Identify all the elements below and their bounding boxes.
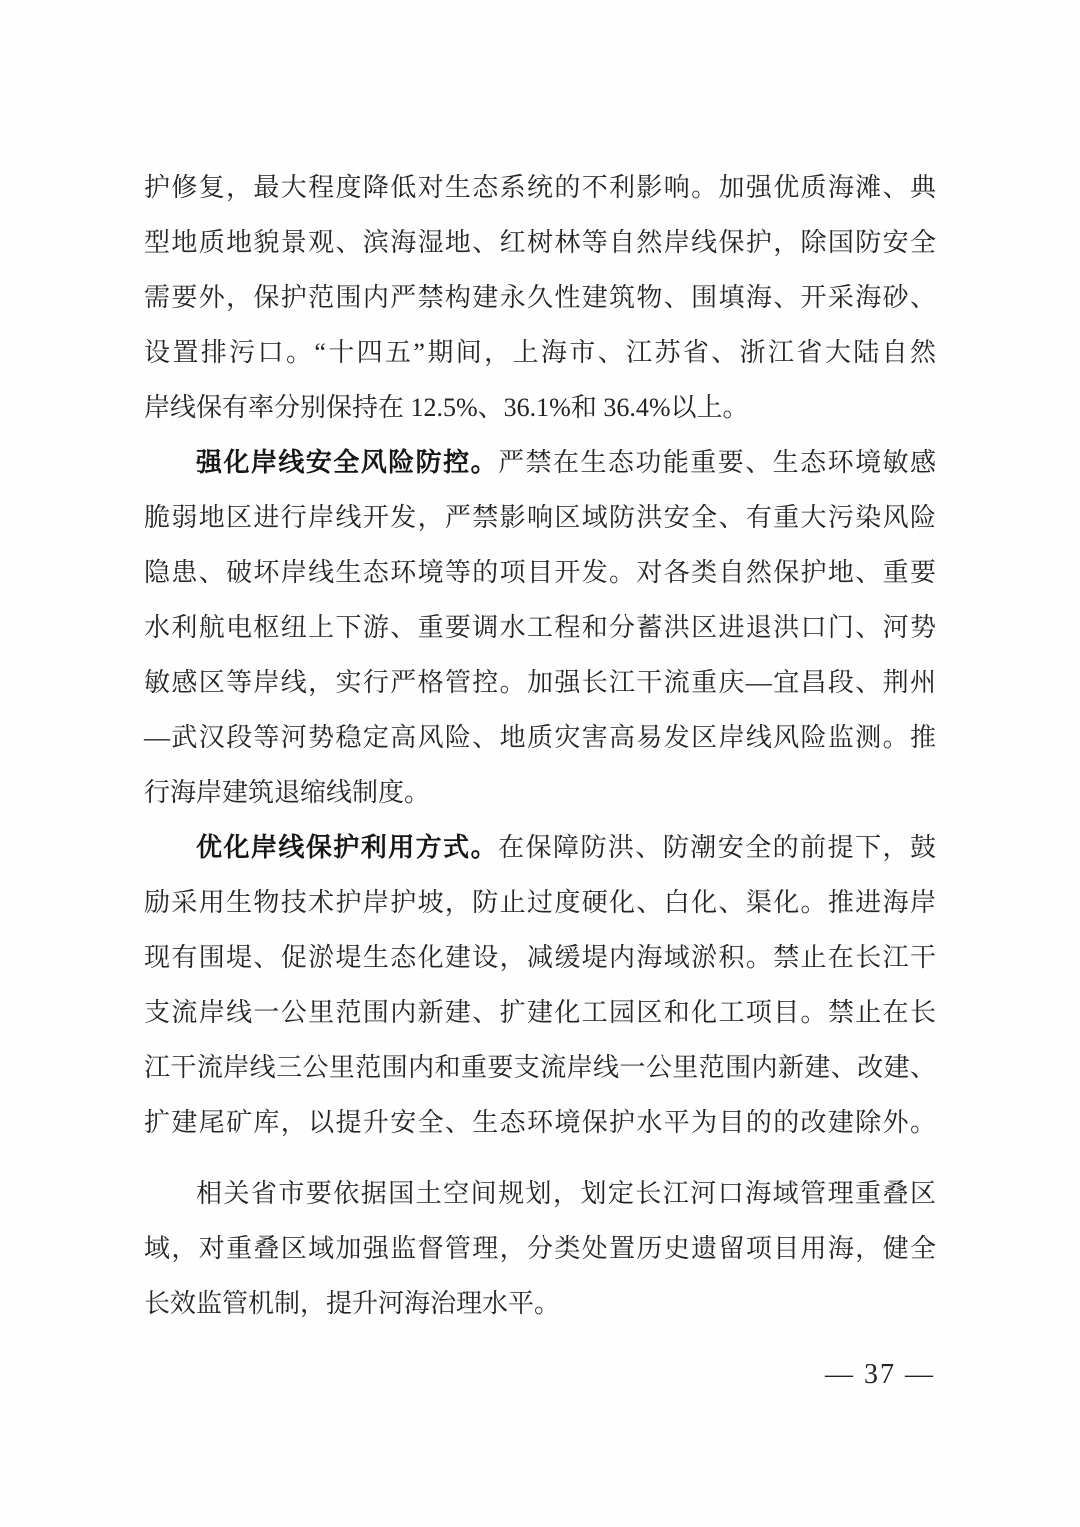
paragraph-lead-text: 强化岸线安全风险防控。 xyxy=(196,448,499,477)
text-line xyxy=(144,325,936,380)
paragraph-text: 需要外，保护范围内严禁构建永久性建筑物、围填海、开采海砂、 xyxy=(144,283,936,312)
text-line xyxy=(144,380,936,435)
text-line xyxy=(144,600,936,655)
paragraph-text: 长效监管机制，提升河海治理水平。 xyxy=(144,1289,561,1318)
text-line xyxy=(144,1095,936,1150)
document-body xyxy=(144,160,936,1331)
paragraph-text: 行海岸建筑退缩线制度。 xyxy=(144,778,431,807)
text-line xyxy=(144,655,936,710)
paragraph-text: 水利航电枢纽上下游、重要调水工程和分蓄洪区进退洪口门、河势 xyxy=(144,613,936,642)
text-line xyxy=(144,875,936,930)
paragraph-text: —武汉段等河势稳定高风险、地质灾害高易发区岸线风险监测。推 xyxy=(144,723,936,752)
paragraph-text: 岸线保有率分别保持在 12.5%、36.1%和 36.4%以上。 xyxy=(144,393,749,422)
paragraph-text: 在保障防洪、防潮安全的前提下，鼓 xyxy=(498,833,936,862)
paragraph-text: 敏感区等岸线，实行严格管控。加强长江干流重庆—宜昌段、荆州 xyxy=(144,668,936,697)
paragraph-text: 型地质地貌景观、滨海湿地、红树林等自然岸线保护，除国防安全 xyxy=(144,228,936,257)
text-line xyxy=(144,1221,936,1276)
text-line xyxy=(144,1276,936,1331)
paragraph-text: 相关省市要依据国土空间规划，划定长江河口海域管理重叠区 xyxy=(196,1179,936,1208)
paragraph-text: 扩建尾矿库，以提升安全、生态环境保护水平为目的的改建除外。 xyxy=(144,1108,936,1137)
text-line xyxy=(144,1166,936,1221)
paragraph-text: 励采用生物技术护岸护坡，防止过度硬化、白化、渠化。推进海岸 xyxy=(144,888,936,917)
text-line xyxy=(144,930,936,985)
paragraph-text: 隐患、破坏岸线生态环境等的项目开发。对各类自然保护地、重要 xyxy=(144,558,936,587)
page-number: — 37 — xyxy=(825,1359,935,1390)
text-line xyxy=(144,820,936,875)
text-line xyxy=(144,270,936,325)
page-footer xyxy=(825,1358,935,1392)
paragraph-text: 江干流岸线三公里范围内和重要支流岸线一公里范围内新建、改建、 xyxy=(144,1053,936,1082)
text-line xyxy=(144,490,936,545)
paragraph-text: 支流岸线一公里范围内新建、扩建化工园区和化工项目。禁止在长 xyxy=(144,998,936,1027)
paragraph-text: 脆弱地区进行岸线开发，严禁影响区域防洪安全、有重大污染风险 xyxy=(144,503,936,532)
text-line xyxy=(144,985,936,1040)
text-line xyxy=(144,435,936,490)
paragraph-text: 护修复，最大程度降低对生态系统的不利影响。加强优质海滩、典 xyxy=(144,173,936,202)
paragraph-text: 严禁在生态功能重要、生态环境敏感 xyxy=(498,448,936,477)
text-line xyxy=(144,1040,936,1095)
paragraph-lead-text: 优化岸线保护利用方式。 xyxy=(196,833,499,862)
paragraph-text: 设置排污口。“十四五”期间，上海市、江苏省、浙江省大陆自然 xyxy=(144,338,936,367)
text-line xyxy=(144,765,936,820)
text-line xyxy=(144,160,936,215)
text-line xyxy=(144,545,936,600)
paragraph-text: 现有围堤、促淤堤生态化建设，减缓堤内海域淤积。禁止在长江干 xyxy=(144,943,936,972)
text-line xyxy=(144,215,936,270)
paragraph-text: 域，对重叠区域加强监督管理，分类处置历史遗留项目用海，健全 xyxy=(144,1234,936,1263)
text-line xyxy=(144,710,936,765)
